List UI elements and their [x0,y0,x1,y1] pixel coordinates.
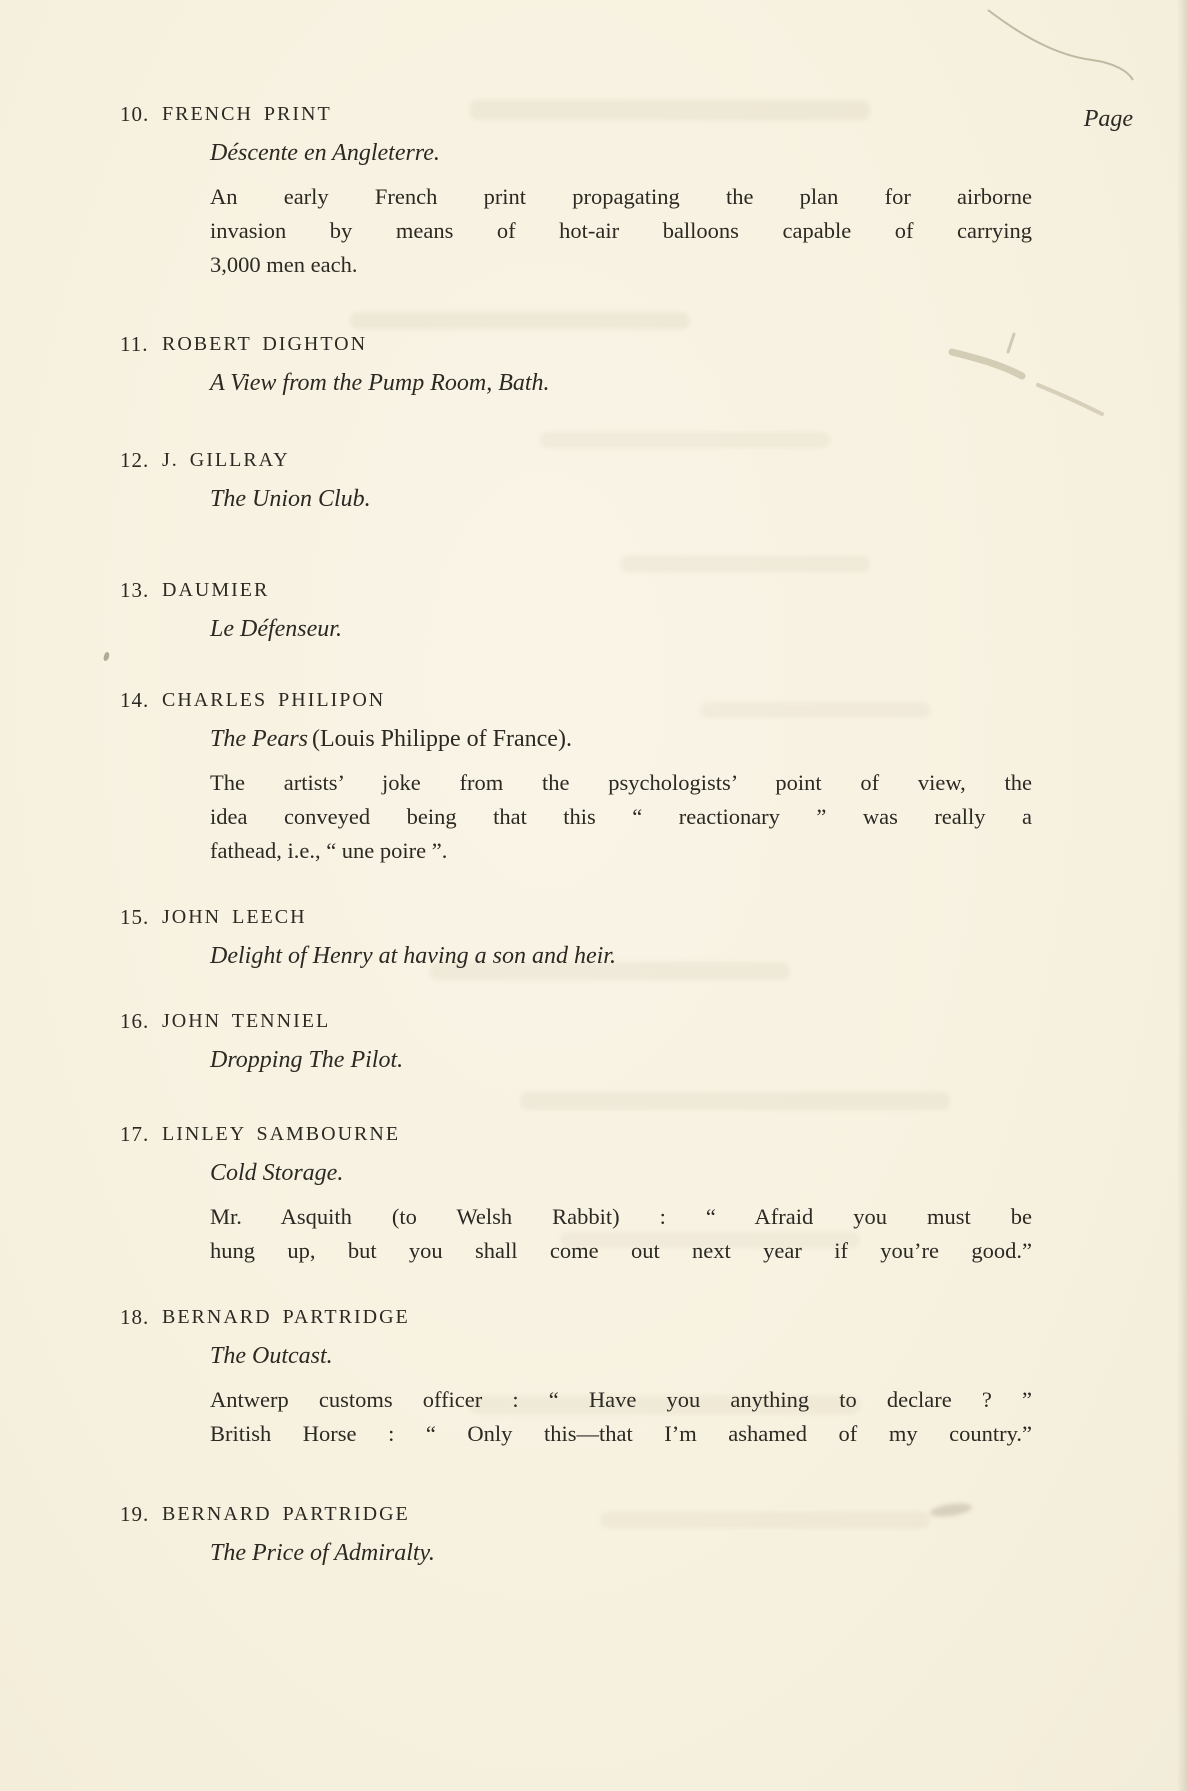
artist-name: J. GILLRAY [162,449,290,471]
entry-number: 13. [120,578,150,602]
entry-heading-row [120,686,1130,714]
work-title: The Outcast. [210,1343,333,1369]
entry-description [210,766,1032,868]
entry-description [210,1383,1032,1451]
description-line: 3,000 men each. [210,252,358,277]
artist-name: CHARLES PHILIPON [162,689,386,711]
entry-number: 19. [120,1502,150,1526]
description-line: An early French print propagating the plan for airborne [210,184,1032,209]
artist-name: LINLEY SAMBOURNE [162,1123,401,1145]
entry-number: 18. [120,1305,150,1329]
entry-title-row [210,1536,1130,1573]
illustration-entry [120,446,1130,519]
entry-title-row [210,939,1130,976]
description-line: British Horse : “ Only this—that I’m ashamed of my country.” [210,1421,1032,1446]
entry-heading-row [120,1303,1130,1331]
entry-heading-row [120,330,1130,358]
description-line: invasion by means of hot-air balloons capable of carrying [210,218,1032,243]
entry-heading-row [120,1120,1130,1148]
work-title: Déscente en Angleterre. [210,140,440,166]
entry-number: 14. [120,688,150,712]
work-title-suffix: (Louis Philippe of France). [312,726,572,752]
entry-heading-row [120,1500,1130,1528]
entry-heading-row [120,1007,1130,1035]
entry-heading-row [120,100,1130,128]
illustration-entry [120,1303,1130,1451]
entry-number: 11. [120,332,149,356]
entry-title-row [210,1339,1130,1376]
entry-number: 16. [120,1009,150,1033]
artist-name: DAUMIER [162,579,270,601]
work-title: A View from the Pump Room, Bath. [210,370,550,396]
entry-title-row [210,612,1130,649]
description-line: Mr. Asquith (to Welsh Rabbit) : “ Afraid you must be [210,1204,1032,1229]
work-title: The Pears [210,726,308,752]
description-line: fathead, i.e., “ une poire ”. [210,838,448,863]
work-title: Cold Storage. [210,1160,344,1186]
entry-heading-row [120,576,1130,604]
work-title: Le Défenseur. [210,616,342,642]
artist-name: BERNARD PARTRIDGE [162,1503,410,1525]
description-line: hung up, but you shall come out next year if you’re good.” [210,1238,1032,1263]
entry-title-row [210,1156,1130,1193]
artist-name: FRENCH PRINT [162,103,332,125]
page-column-header: Page [1083,106,1133,132]
entry-number: 10. [120,102,150,126]
entry-description [210,180,1032,282]
description-line: idea conveyed being that this “ reactionary ” was really a [210,804,1032,829]
entry-number: 17. [120,1122,150,1146]
illustration-entry [120,903,1130,976]
artist-name: JOHN LEECH [162,906,307,928]
illustration-entry [120,576,1130,649]
illustration-entry [120,1120,1130,1268]
illustration-entry [120,330,1130,403]
description-line: The artists’ joke from the psychologists’ point of view, the [210,770,1032,795]
illustration-entry [120,686,1130,868]
entry-number: 12. [120,448,150,472]
illustration-entry [120,100,1130,282]
artist-name: ROBERT DIGHTON [162,333,368,355]
entry-title-row [210,366,1130,403]
illustration-entry [120,1500,1130,1573]
description-line: Antwerp customs officer : “ Have you anything to declare ? ” [210,1387,1032,1412]
artist-name: JOHN TENNIEL [162,1010,331,1032]
entry-title-row [210,1043,1130,1080]
artist-name: BERNARD PARTRIDGE [162,1306,410,1328]
entry-heading-row [120,446,1130,474]
entry-number: 15. [120,905,150,929]
illustration-entry [120,1007,1130,1080]
work-title: Dropping The Pilot. [210,1047,404,1073]
entry-heading-row [120,903,1130,931]
work-title: The Price of Admiralty. [210,1540,435,1566]
work-title: Delight of Henry at having a son and heir. [210,943,616,969]
work-title: The Union Club. [210,486,371,512]
entry-title-row [210,722,1130,759]
entry-title-row [210,482,1130,519]
entry-description [210,1200,1032,1268]
entry-title-row [210,136,1130,173]
